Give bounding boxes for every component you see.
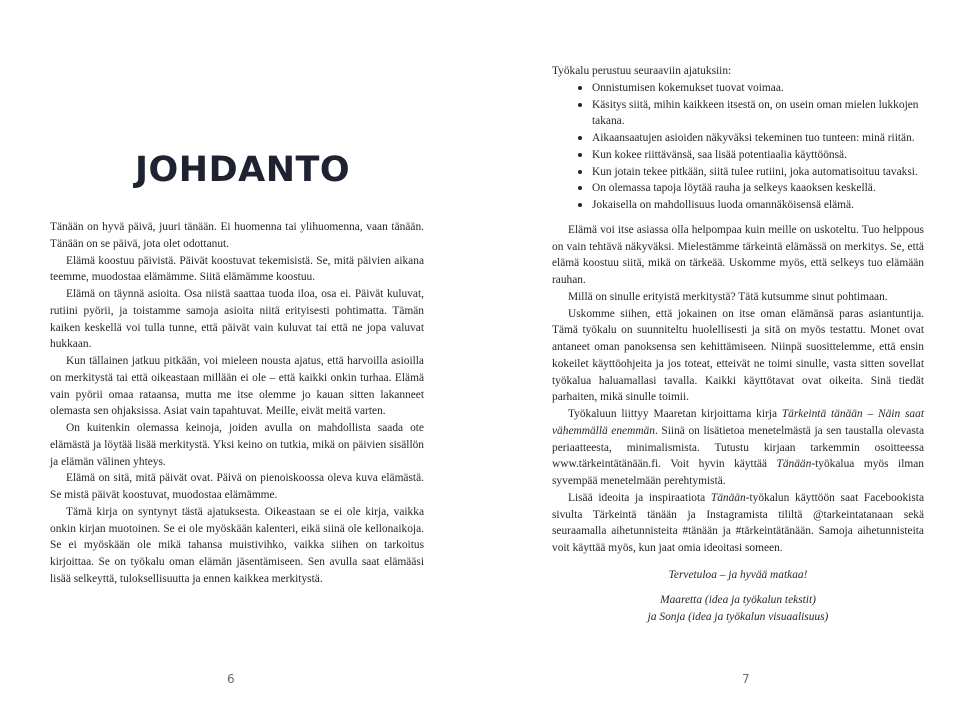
paragraph: Elämä on sitä, mitä päivät ovat. Päivä on pienoiskoossa oleva kuva elämästä. Se mistä päivät koostuvat, muodostaa elämämme. bbox=[50, 472, 424, 501]
paragraph: Elämä koostuu päivistä. Päivät koostuvat tekemisistä. Se, mitä päivien aikana teemme, muodostaa elämämme. Siitä elämämme koostuu. bbox=[50, 254, 424, 284]
list-item: On olemassa tapoja löytää rauha ja selkeys kaaoksen keskellä. bbox=[592, 180, 924, 197]
right-page bbox=[490, 0, 980, 705]
chapter-title: JOHDANTO bbox=[135, 150, 351, 190]
list-item: Onnistumisen kokemukset tuovat voimaa. bbox=[592, 80, 924, 97]
list-item: Jokaisella on mahdollisuus luoda omannäköisensä elämä. bbox=[592, 197, 924, 214]
paragraph: Millä on sinulle erityistä merkitystä? Tätä kutsumme sinut pohtimaan. bbox=[568, 290, 888, 303]
list-item: Käsitys siitä, mihin kaikkeen itsestä on, on usein oman mielen lukkojen takana. bbox=[592, 97, 924, 131]
paragraph: Tänään on hyvä päivä, juuri tänään. Ei huomenna tai ylihuomenna, vaan tänään. Tänään on se päivä, jota olet odottanut. bbox=[50, 221, 424, 250]
closing-signature bbox=[552, 567, 924, 625]
page-number-right: 7 bbox=[742, 672, 750, 686]
paragraph: Elämä voi itse asiassa olla helpompaa kuin meille on uskoteltu. Tuo helppous on vain tehtävä näkyväksi. Mielestämme tärkeintä elämässä on merkitys. Se, että elämä koostuu siitä, mikä on tärkeää. Uskomme myös, että selkeys tuo elämään rauhan. bbox=[552, 223, 924, 286]
paragraph: Kun tällainen jatkuu pitkään, voi mieleen nousta ajatus, että harvoilla asioilla on merkitystä tai että oikeastaan millään ei ole – että kaikki onkin turhaa. Elämä vain pyörii omaa rataansa, mutta me itse olemme jo kauan sitten lakanneet olemasta sen ohjaksissa. Asiat vain tapahtuvat. Meille, eivät meitä varten. bbox=[50, 355, 424, 418]
tool-name: Tänään bbox=[776, 458, 812, 471]
closing-greeting: Tervetuloa – ja hyvää matkaa! bbox=[668, 569, 808, 581]
text-run: Työkaluun liittyy Maaretan kirjoittama kirja bbox=[568, 408, 782, 420]
book-title: Tärkeintä tänään – Näin saat vähemmällä enemmän bbox=[552, 408, 924, 437]
paragraph: Tämä kirja on syntynyt tästä ajatuksesta. Oikeastaan se ei ole kirja, vaikka onkin kirjan muotoinen. Se ei ole myöskään kalenteri, eikä siinä ole kellonaikoja. Se ei myöskään ole mikä tahansa muistivihko, vaikka siihen on tarkoitus kirjoittaa. Se on työkalu oman elämän jäsentämiseen. Sen avulla saat elämääsi lisää selkeyttä, tuloksellisuutta ja ennen kaikkea merkitystä. bbox=[50, 505, 424, 585]
left-body-text bbox=[50, 219, 424, 588]
author-line: Maaretta (idea ja työkalun tekstit) bbox=[660, 593, 816, 606]
right-body-text bbox=[552, 63, 924, 557]
text-run: . Siinä on lisätietoa menetelmästä ja sen taustalla olevasta periaatteesta, minimalismista. Tutustu kirjaan tarkemmin osoitteessa www.tärkeintätänään.fi. Voit hyvin käyttää bbox=[552, 424, 924, 471]
paragraph: Uskomme siihen, että jokainen on itse oman elämänsä paras asiantuntija. Tämä työkalu on suunniteltu huolellisesti ja sitä on myös testattu. Monet ovat antaneet oman panoksensa sen kehittämiseen. Niinpä suosittelemme, että ensin kokeilet käyttöohjeita ja jos toteat, etteivät ne toimi sinulle, vasta sitten sovellat työkalua haluamallasi tavalla. Kaikki käyttötavat ovat oikeita. Sinä tiedät parhaiten, mikä sinulle toimii. bbox=[552, 307, 924, 404]
paragraph bbox=[552, 490, 924, 557]
text-run: -työkalua myös ilman syvempää menetelmään perehtymistä. bbox=[552, 458, 924, 487]
paragraph bbox=[552, 406, 924, 490]
list-item: Kun jotain tekee pitkään, siitä tulee rutiini, joka automatisoituu tavaksi. bbox=[592, 164, 924, 181]
author-line: ja Sonja (idea ja työkalun visuaalisuus) bbox=[647, 610, 829, 623]
paragraph: Elämä on täynnä asioita. Osa niistä saattaa tuoda iloa, osa ei. Päivät kuluvat, rutiini pyörii, ja toistamme samoja asioita niitä erityisesti pohtimatta. Tämän kaiken keskellä voi tulla tunne, että päivät vain kuluvat tai että ne jopa valuvat hukkaan. bbox=[50, 288, 424, 351]
page-number-left: 6 bbox=[227, 672, 235, 686]
bullet-list bbox=[552, 80, 924, 214]
text-run: Lisää ideoita ja inspiraatiota bbox=[568, 491, 711, 504]
paragraph: On kuitenkin olemassa keinoja, joiden avulla on mahdollista saada ote elämästä ja löytää lisää merkitystä. Yksi keino on tutkia, mikä on päivien sisällön ja elämän välinen yhteys. bbox=[50, 422, 424, 468]
bullet-intro: Työkalu perustuu seuraaviin ajatuksiin: bbox=[552, 65, 732, 77]
text-run: -työkalun käyttöön saat Facebookista sivulta Tärkeintä tänään ja Instagramista tililtä @tarkeintatanaan sekä seuraamalla aihetunnisteita #tänään ja #tärkeintätänään. Samoja aihetunnisteita voit käyttää myös, kun jaat omia ideoitasi someen. bbox=[552, 491, 924, 554]
tool-name: Tänään bbox=[710, 491, 746, 504]
list-item: Aikaansaatujen asioiden näkyväksi tekeminen tuo tunteen: minä riitän. bbox=[592, 130, 924, 147]
list-item: Kun kokee riittävänsä, saa lisää potentiaalia käyttöönsä. bbox=[592, 147, 924, 164]
